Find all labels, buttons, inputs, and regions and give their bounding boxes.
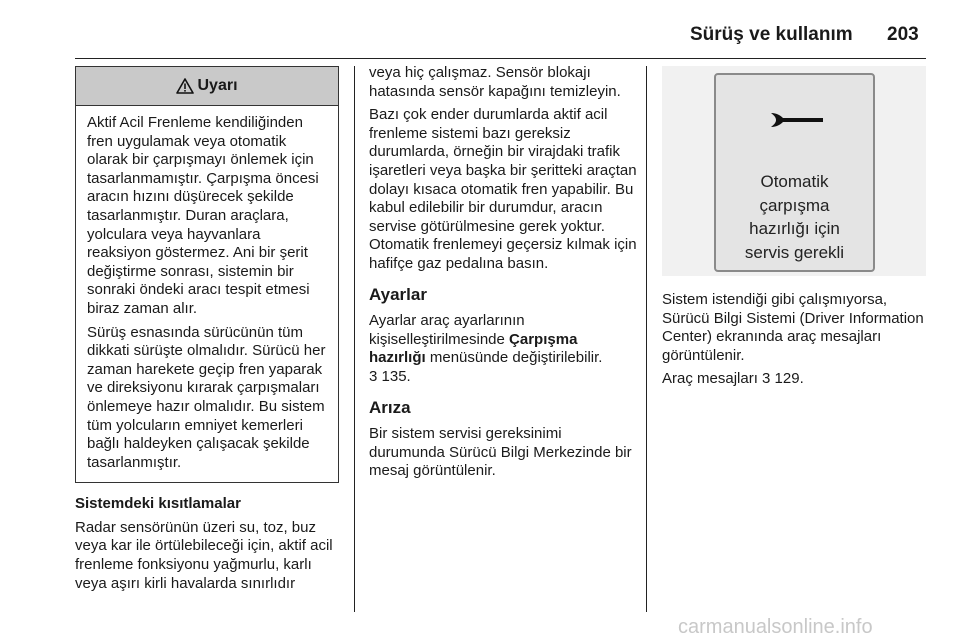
display-message-text: Otomatik çarpışma hazırlığı için servis gerekli (744, 172, 845, 262)
fault-heading: Arıza (369, 397, 411, 417)
arrow-icon: 3 (369, 367, 378, 385)
menu-name: Çarpışma hazırlığı (369, 330, 578, 367)
warning-title: Uyarı (197, 76, 238, 94)
warning-triangle-icon (176, 78, 194, 94)
warning-header (76, 67, 338, 106)
vehicle-messages-text: Araç mesajları 3 129. (662, 370, 804, 388)
settings-text: Ayarlar araç ayarlarının kişiselleştirilmesinde Çarpışma hazırlığı menüsünde değiştirilebilir. 3 135. (369, 312, 603, 385)
limits-paragraph-2: Bazı çok ender durumlarda aktif acil frenleme sistemi bazı gereksiz durumlarda, örneğin bir virajdaki trafik işaretleri veya başka bir şeritteki araçtan dolayı kısaca otomatik fren yapabilir. Bu kabul edilebilir bir durumdur, aracın servise götürülmesine gerek yoktur. Otomatik frenlemeyi geçersiz kılmak için hafifçe gaz pedalına basın. (369, 106, 637, 272)
arrow-icon: 3 (762, 370, 771, 388)
page-reference-link[interactable]: 3 135. (369, 367, 411, 385)
limits-text-continued: veya hiç çalışmaz. Sensör blokajı hatasında sensör kapağını temizleyin. (369, 64, 621, 100)
page-reference-link[interactable]: 3 129. (762, 370, 804, 388)
column-1 (75, 66, 341, 598)
warning-paragraph: Sürüş esnasında sürücünün tüm dikkati sürüşte olmalıdır. Sürücü her zaman harekete geçip fren yaparak ve direksiyonu kırarak çarpışmaları önlemeye hazır olmalıdır. Bu sistem tüm yolcuların emniyet kemerleri bağlı haldeyken çalışacak şekilde tasarlanmıştır. (87, 323, 326, 471)
column-divider (646, 66, 647, 612)
warning-box (75, 66, 339, 483)
column-divider (354, 66, 355, 612)
limits-text: Radar sensörünün üzeri su, toz, buz veya kar ile örtülebileceği için, aktif acil frenleme fonksiyonu yağmurlu, karlı veya aşırı kirli havalarda sınırlıdır (75, 518, 333, 592)
limits-heading: Sistemdeki kısıtlamalar (75, 495, 241, 513)
display-message-illustration (662, 66, 926, 276)
wrench-icon (769, 110, 825, 130)
fault-text: Bir sistem servisi gereksinimi durumunda Sürücü Bilgi Merkezinde bir mesaj görüntülenir. (369, 425, 632, 480)
watermark: carmanualsonline.info (678, 616, 873, 638)
header-title: Sürüş ve kullanım (690, 24, 853, 45)
header-rule (75, 58, 926, 59)
column-2 (369, 64, 637, 486)
right-paragraph-1: Sistem istendiği gibi çalışmıyorsa, Sürücü Bilgi Sistemi (Driver Information Center) ekranında araç mesajları görüntülenir. (662, 291, 924, 364)
warning-paragraph: Aktif Acil Frenleme kendiliğinden fren uygulamak veya otomatik olarak bir çarpışmayı önlemek için tasarlanmamıştır. Çarpışma öncesi aracın hızını düşürecek şekilde tasarlanmıştır. Duran araçlara, yolculara veya hayvanlara reaksiyon göstermez. Ani bir şerit değiştirme sonrası, sistemin bir sonraki öndeki aracı tespit etmesi biraz zaman alır. (87, 114, 319, 317)
settings-heading: Ayarlar (369, 284, 427, 304)
warning-body (76, 106, 338, 482)
display-panel (714, 73, 875, 272)
column-3 (662, 291, 928, 394)
page-number: 203 (887, 24, 919, 45)
